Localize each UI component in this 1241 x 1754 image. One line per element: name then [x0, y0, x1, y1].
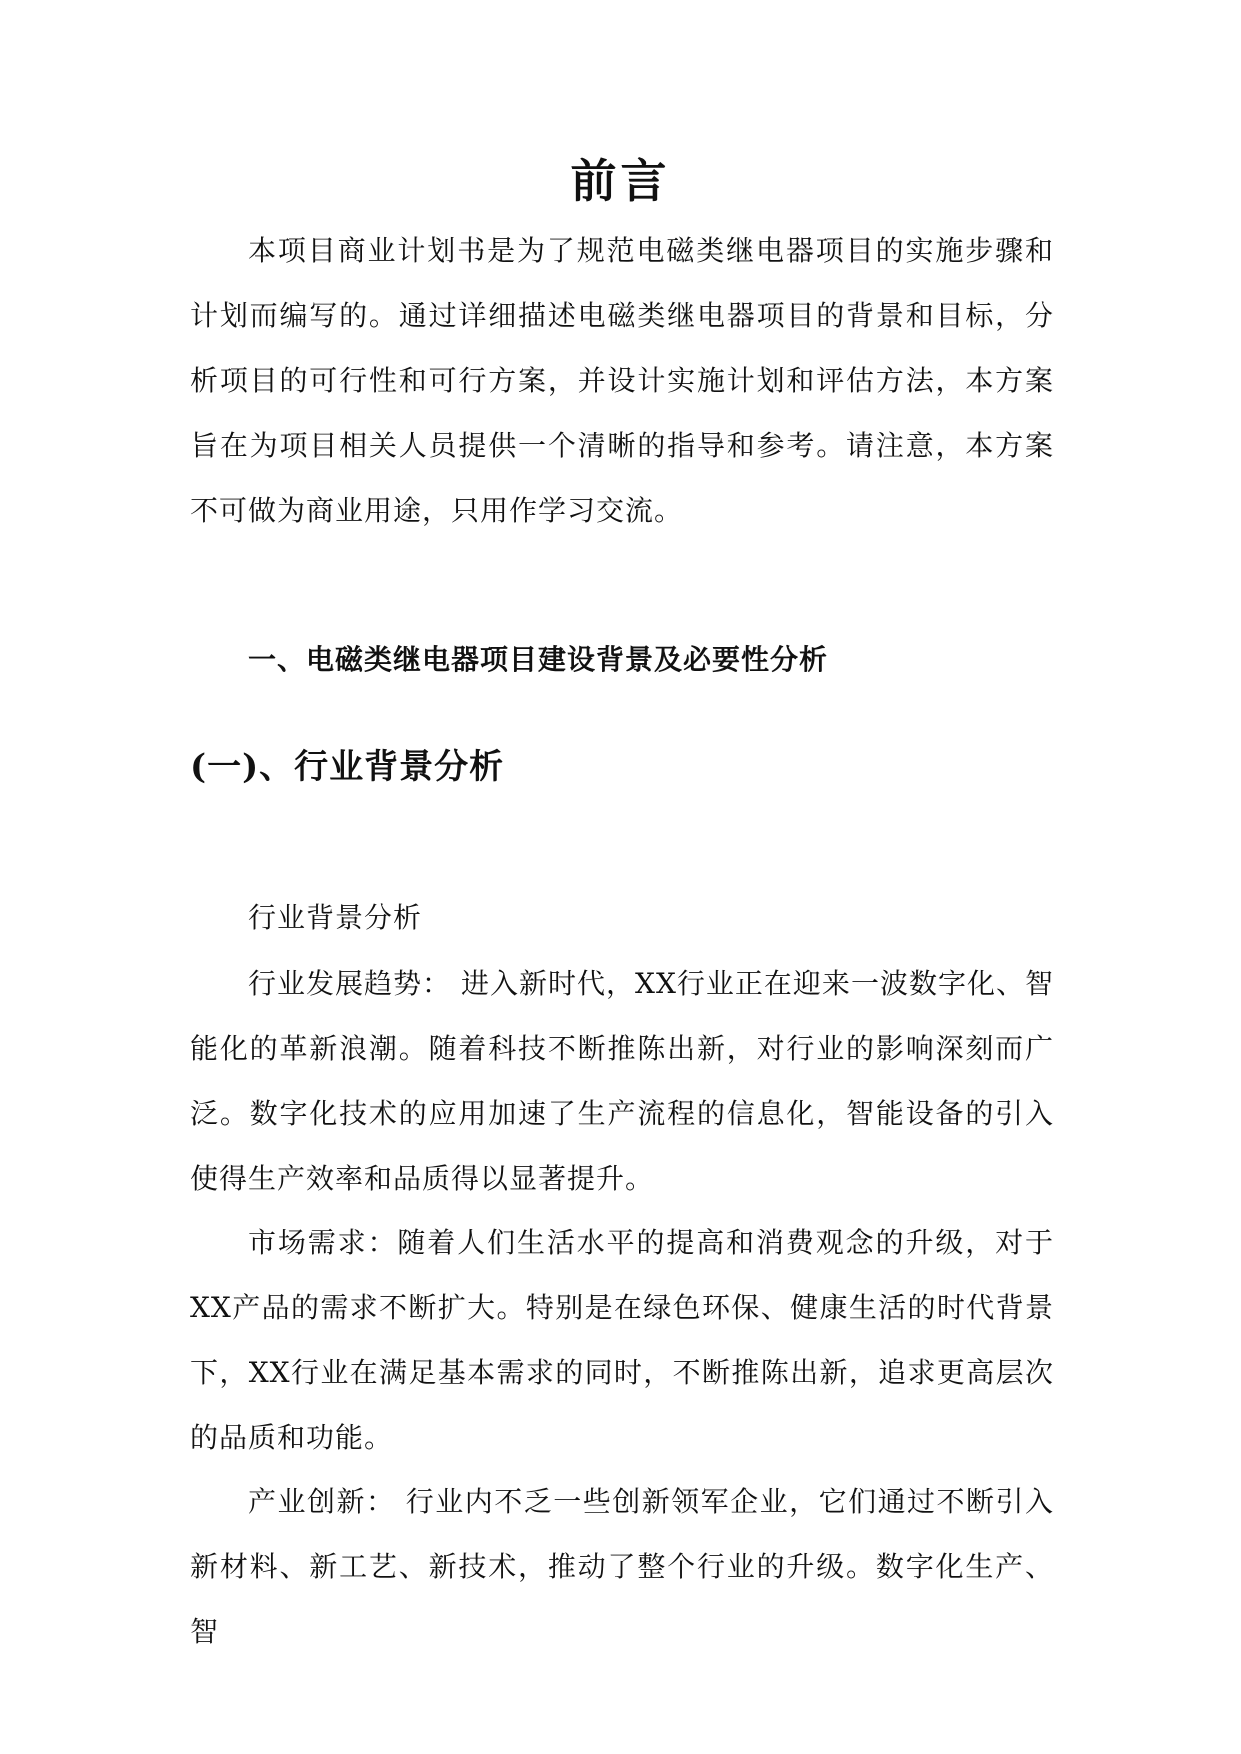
intro-paragraph: 本项目商业计划书是为了规范电磁类继电器项目的实施步骤和计划而编写的。通过详细描述电磁类继电器项目的背景和目标，分析项目的可行性和可行方案，并设计实施计划和评估方法，本方案旨在为项目相关人员提供一个清晰的指导和参考。请注意，本方案不可做为商业用途，只用作学习交流。 [190, 234, 1054, 527]
page-title: 前言 [570, 154, 671, 208]
paragraph-demand: 市场需求：随着人们生活水平的提高和消费观念的升级，对于XX产品的需求不断扩大。特别是在绿色环保、健康生活的时代背景下，XX行业在满足基本需求的同时，不断推陈出新，追求更高层次的品质和功能。 [190, 1226, 1054, 1454]
subsection-title: 行业背景分析 [248, 901, 423, 934]
paragraph-innovation: 产业创新： 行业内不乏一些创新领军企业，它们通过不断引入新材料、新工艺、新技术，推动了整个行业的升级。数字化生产、智 [190, 1485, 1054, 1648]
section-heading: 一、电磁类继电器项目建设背景及必要性分析 [248, 643, 829, 676]
subsection-heading: (一)、行业背景分析 [190, 747, 505, 787]
paragraph-trend: 行业发展趋势： 进入新时代，XX行业正在迎来一波数字化、智能化的革新浪潮。随着科技不断推陈出新，对行业的影响深刻而广泛。数字化技术的应用加速了生产流程的信息化，智能设备的引入使得生产效率和品质得以显著提升。 [190, 967, 1054, 1195]
